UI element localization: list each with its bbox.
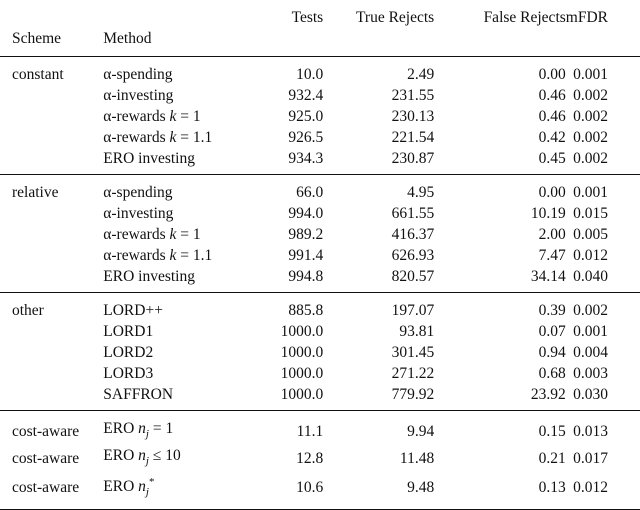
false-rejects-cell: 0.13 [434, 472, 566, 510]
tests-cell: 10.6 [252, 472, 323, 510]
false-rejects-cell: 0.21 [538, 450, 566, 468]
true-rejects-cell: 779.92 [323, 384, 434, 411]
method-cell: ERO $n_j^*$ [103, 472, 252, 510]
method-cell: ERO $n_j = 1$ [103, 420, 174, 441]
mfdr-cell: 0.015 [573, 205, 608, 222]
method-cell: α-investing [103, 205, 174, 222]
header-mfdr: mFDR [565, 9, 608, 26]
scheme-cell: other [12, 302, 44, 319]
true-rejects-cell: 230.13 [391, 108, 435, 125]
scheme-cell: cost-aware [12, 450, 80, 468]
scheme-cell [0, 148, 103, 175]
table-row [0, 224, 640, 245]
mfdr-cell: 0.012 [566, 472, 640, 510]
true-rejects-cell: 820.57 [323, 266, 434, 293]
method-cell: α-rewards k = 1.1 [103, 247, 213, 264]
tests-cell: 994.8 [252, 266, 323, 293]
mfdr-cell: 0.004 [573, 344, 608, 361]
table-row [0, 203, 640, 224]
mfdr-cell: 0.001 [573, 66, 608, 83]
true-rejects-cell: 2.49 [407, 66, 435, 83]
table-row [0, 321, 640, 342]
table-row [0, 175, 640, 204]
method-cell: α-spending [103, 184, 173, 201]
method-cell: α-rewards k = 1 [103, 226, 201, 243]
true-rejects-cell: 661.55 [391, 205, 435, 222]
table-row [0, 266, 640, 293]
table-row [0, 363, 640, 384]
false-rejects-cell: 0.15 [538, 423, 566, 441]
false-rejects-cell: 0.94 [538, 344, 566, 361]
true-rejects-cell: 197.07 [391, 302, 435, 319]
tests-cell: 1000.0 [280, 323, 324, 340]
false-rejects-cell: 7.47 [538, 247, 566, 264]
scheme-cell [0, 85, 103, 106]
table-row [0, 411, 640, 446]
method-cell: α-rewards k = 1 [103, 108, 201, 125]
header-true-rejects: True Rejects [356, 9, 435, 26]
true-rejects-cell: 301.45 [391, 344, 435, 361]
false-rejects-cell: 0.46 [538, 87, 566, 104]
caption-fragment [0, 486, 640, 500]
tests-cell: 11.1 [296, 423, 324, 441]
tests-cell: 989.2 [288, 226, 324, 243]
table-row [0, 127, 640, 148]
table-row [0, 85, 640, 106]
header-row-bottom [0, 28, 640, 57]
true-rejects-cell: 221.54 [391, 129, 435, 146]
scheme-cell [0, 224, 103, 245]
scheme-cell [0, 363, 103, 384]
mfdr-cell: 0.002 [573, 108, 608, 125]
tests-cell: 991.4 [288, 247, 324, 264]
tests-cell: 1000.0 [280, 365, 324, 382]
true-rejects-cell: 9.94 [407, 423, 435, 441]
table-row [0, 293, 640, 322]
mfdr-cell: 0.002 [573, 87, 608, 104]
mfdr-cell: 0.001 [573, 323, 608, 340]
tests-cell: 926.5 [288, 129, 324, 146]
true-rejects-cell: 4.95 [407, 184, 435, 201]
header-row-top [0, 0, 640, 28]
scheme-cell [0, 342, 103, 363]
false-rejects-cell: 0.00 [538, 66, 566, 83]
false-rejects-cell: 0.68 [538, 365, 566, 382]
table-row [0, 384, 640, 411]
header-method: Method [103, 28, 252, 57]
false-rejects-cell: 2.00 [538, 226, 566, 243]
method-cell: LORD1 [103, 323, 154, 340]
false-rejects-cell: 0.42 [538, 129, 566, 146]
table-row [0, 106, 640, 127]
mfdr-cell: 0.005 [573, 226, 608, 243]
mfdr-cell: 0.001 [573, 184, 608, 201]
false-rejects-cell: 0.46 [538, 108, 566, 125]
scheme-cell: relative [12, 184, 59, 201]
mfdr-cell: 0.040 [566, 266, 640, 293]
method-cell: α-spending [103, 66, 173, 83]
false-rejects-cell: 0.39 [538, 302, 566, 319]
false-rejects-cell: 0.45 [434, 148, 566, 175]
tests-cell: 925.0 [288, 108, 324, 125]
false-rejects-cell: 23.92 [434, 384, 566, 411]
method-cell: ERO $n_j \le 10$ [103, 447, 181, 468]
true-rejects-cell: 230.87 [323, 148, 434, 175]
true-rejects-cell: 9.48 [323, 472, 434, 510]
table-row [0, 445, 640, 472]
method-cell: α-rewards k = 1.1 [103, 129, 213, 146]
tests-cell: 934.3 [252, 148, 323, 175]
mfdr-cell: 0.003 [573, 365, 608, 382]
scheme-cell: constant [12, 66, 64, 83]
method-cell: ERO investing [103, 266, 252, 293]
tests-cell: 12.8 [296, 450, 324, 468]
scheme-cell [0, 127, 103, 148]
tests-cell: 10.0 [296, 66, 324, 83]
tests-cell: 994.0 [288, 205, 324, 222]
mfdr-cell: 0.002 [566, 148, 640, 175]
table-row [0, 57, 640, 86]
true-rejects-cell: 626.93 [391, 247, 435, 264]
tests-cell: 885.8 [288, 302, 324, 319]
false-rejects-cell: 10.19 [530, 205, 566, 222]
true-rejects-cell: 93.81 [399, 323, 435, 340]
scheme-cell [0, 203, 103, 224]
true-rejects-cell: 11.48 [399, 450, 435, 468]
method-cell: α-investing [103, 87, 174, 104]
header-scheme: Scheme [0, 28, 103, 57]
mfdr-cell: 0.017 [573, 450, 608, 468]
tests-cell: 932.4 [288, 87, 324, 104]
mfdr-cell: 0.002 [573, 129, 608, 146]
mfdr-cell: 0.013 [573, 423, 608, 441]
tests-cell: 1000.0 [252, 384, 323, 411]
tests-cell: 66.0 [296, 184, 324, 201]
true-rejects-cell: 271.22 [391, 365, 435, 382]
scheme-cell [0, 384, 103, 411]
table-row [0, 148, 640, 175]
scheme-cell [0, 266, 103, 293]
table-row [0, 245, 640, 266]
scheme-cell [0, 106, 103, 127]
false-rejects-cell: 0.00 [538, 184, 566, 201]
mfdr-cell: 0.012 [573, 247, 608, 264]
method-cell: SAFFRON [103, 384, 252, 411]
method-cell: ERO investing [103, 148, 252, 175]
header-tests: Tests [291, 9, 324, 26]
scheme-cell: cost-aware [12, 423, 80, 441]
tests-cell: 1000.0 [280, 344, 324, 361]
method-cell: LORD3 [103, 365, 154, 382]
scheme-cell [0, 245, 103, 266]
true-rejects-cell: 231.55 [391, 87, 435, 104]
false-rejects-cell: 34.14 [434, 266, 566, 293]
table-row [0, 342, 640, 363]
method-cell: LORD2 [103, 344, 154, 361]
mfdr-cell: 0.030 [566, 384, 640, 411]
method-cell: LORD++ [103, 302, 163, 319]
mfdr-cell: 0.002 [573, 302, 608, 319]
scheme-cell [0, 321, 103, 342]
scheme-cell: cost-aware [0, 472, 103, 510]
false-rejects-cell: 0.07 [538, 323, 566, 340]
true-rejects-cell: 416.37 [391, 226, 435, 243]
header-false-rejects: False Rejects [483, 9, 566, 26]
